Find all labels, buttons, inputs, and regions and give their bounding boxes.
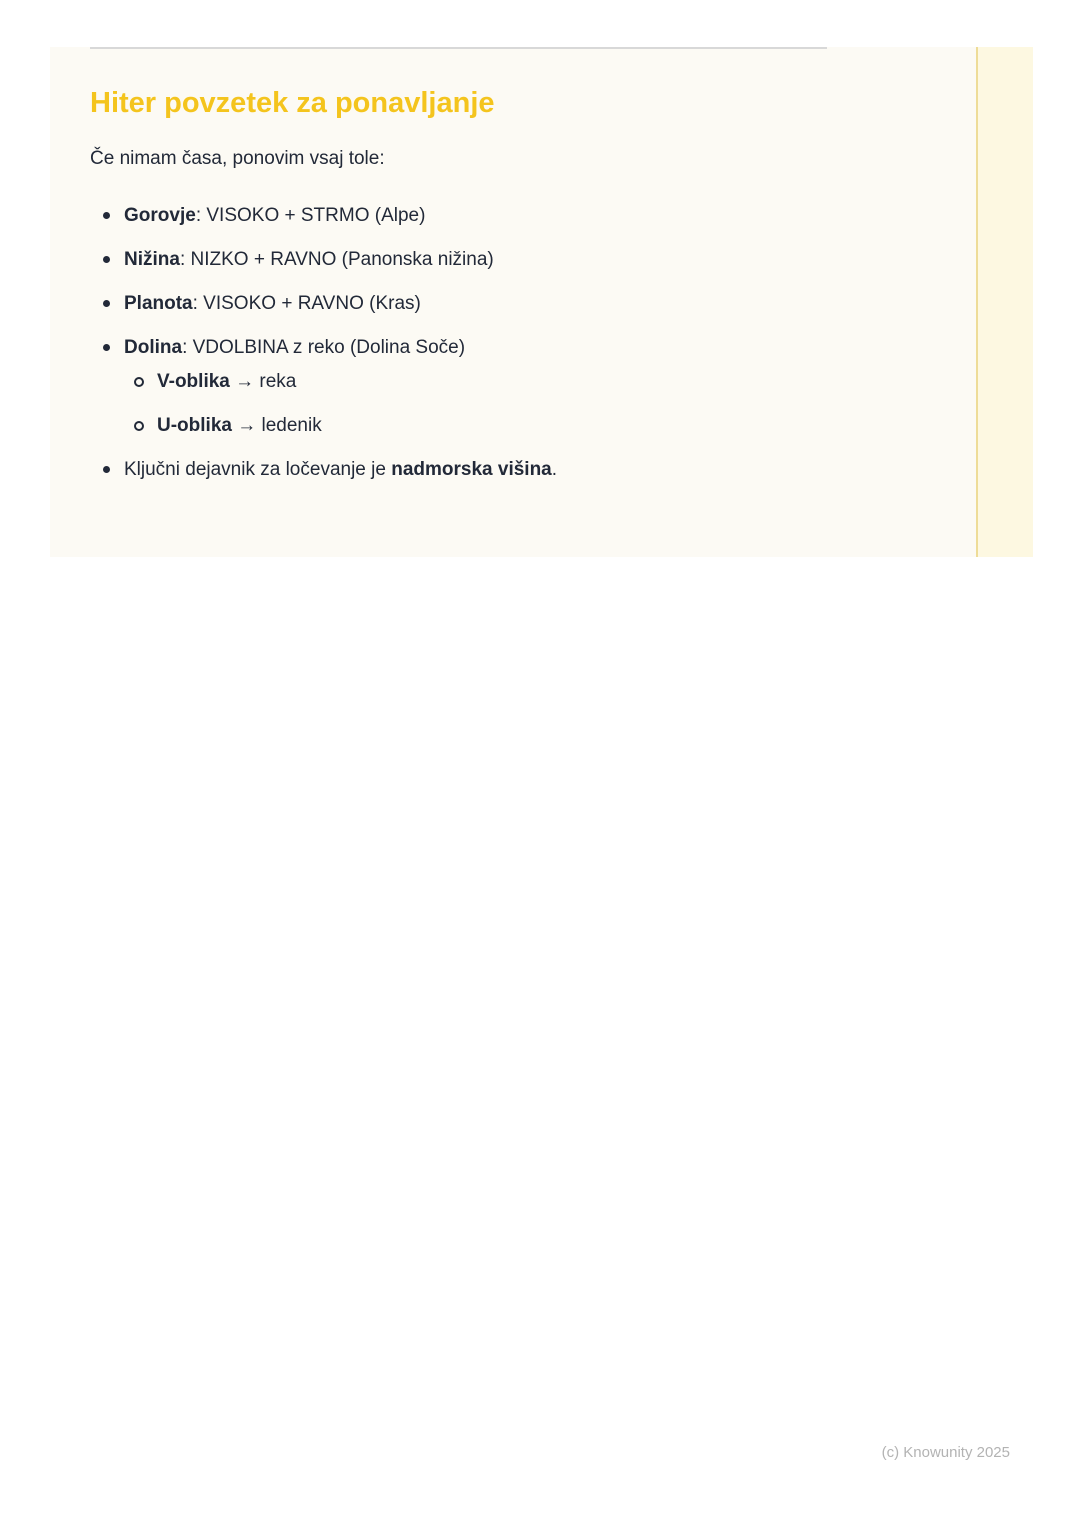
page-title: Hiter povzetek za ponavljanje [90, 87, 495, 119]
list-item-text: : NIZKO + RAVNO (Panonska nižina) [179, 249, 494, 270]
list-item-text: → ledenik [231, 415, 322, 436]
accent-bar [976, 47, 1033, 557]
list-item-term: Dolina [124, 337, 183, 358]
sub-list-item [124, 371, 850, 393]
list-item-text: : VISOKO + STRMO (Alpe) [195, 205, 426, 226]
list-item-text: Ključni dejavnik za ločevanje je [124, 459, 392, 480]
copyright-text: (c) Knowunity 2025 [881, 1444, 1010, 1461]
card-content [90, 47, 850, 503]
list-item [90, 337, 850, 437]
list-item-text: : VDOLBINA z reko (Dolina Soče) [182, 337, 466, 358]
sub-list [124, 371, 850, 437]
list-item [90, 293, 850, 315]
summary-card [50, 47, 1033, 557]
summary-list [90, 205, 850, 481]
list-item-text: → reka [229, 371, 297, 392]
list-item-term: Gorovje [124, 205, 196, 226]
list-item-term: V-oblika [157, 371, 230, 392]
list-item-term: U-oblika [157, 415, 232, 436]
list-item-text: : VISOKO + RAVNO (Kras) [192, 293, 421, 314]
list-item [90, 249, 850, 271]
list-item [90, 205, 850, 227]
list-item-term: Nižina [124, 249, 180, 270]
list-item-term: Planota [124, 293, 193, 314]
list-item [90, 459, 850, 481]
list-item-term: nadmorska višina [391, 459, 552, 480]
sub-list-item [124, 415, 850, 437]
list-item-text: . [551, 459, 558, 480]
intro-text: Če nimam časa, ponovim vsaj tole: [90, 148, 385, 169]
